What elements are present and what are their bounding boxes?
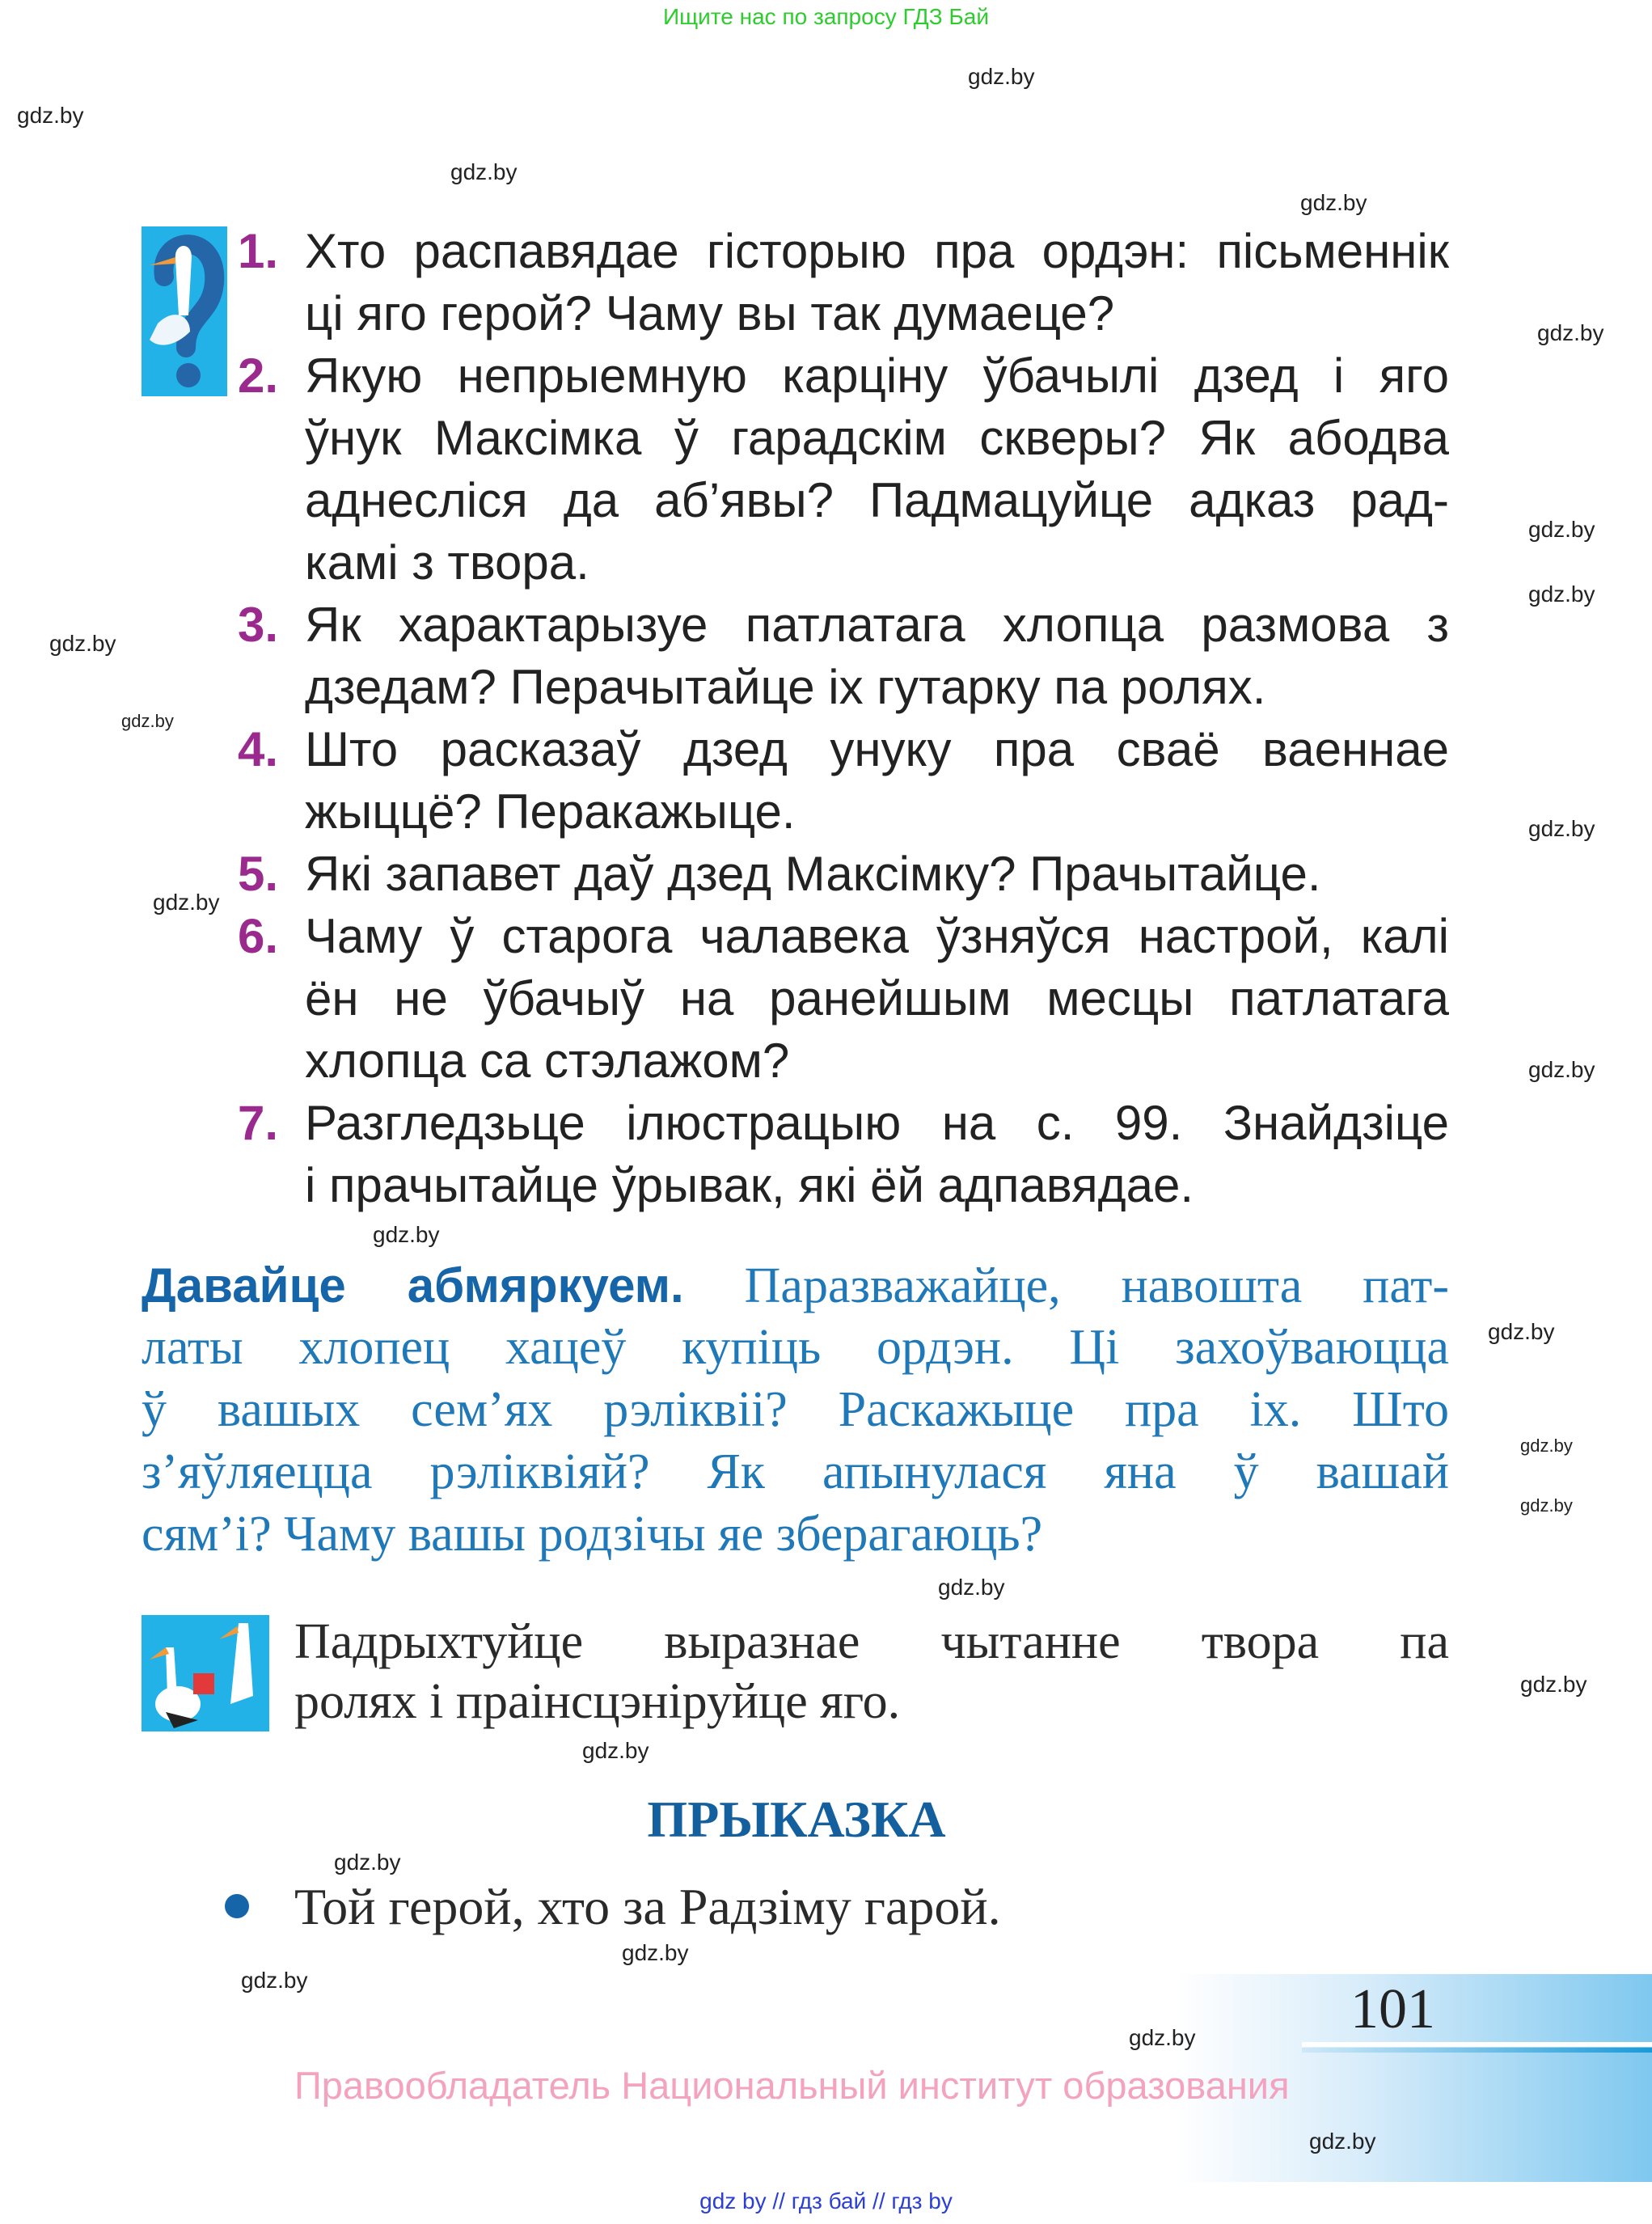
question-number: 7.	[238, 1096, 279, 1150]
search-hint-banner: Ищите нас по запросу ГДЗ Бай	[662, 4, 990, 29]
divider	[1302, 2042, 1652, 2047]
question-2	[238, 345, 1449, 407]
question-line: камі з твора.	[305, 535, 589, 590]
question-4	[238, 718, 1449, 780]
watermark: gdz.by	[1520, 1672, 1587, 1697]
question-line: Хто распавядае гісторыю пра ордэн: пісьменнік	[305, 224, 1449, 278]
watermark: gdz.by	[1528, 517, 1595, 542]
question-number: 4.	[238, 722, 279, 776]
bullet-icon	[225, 1894, 249, 1918]
question-number: 3.	[238, 598, 279, 652]
watermark: gdz.by	[17, 103, 84, 128]
watermark: gdz.by	[1528, 816, 1595, 841]
discussion-line: ў вашых сем’ях рэліквіі? Раскажыце пра іх. Што	[142, 1382, 1449, 1437]
discussion-line: латы хлопец хацеў купіць ордэн. Ці захоўваюцца	[142, 1320, 1449, 1375]
watermark: gdz.by	[582, 1738, 649, 1763]
watermark: gdz.by	[938, 1575, 1005, 1600]
watermark: gdz.by	[1537, 320, 1604, 345]
question-line: дзедам? Перачытайце іх гутарку па ролях.	[305, 660, 1266, 714]
task-text	[294, 1612, 1449, 1731]
watermark: gdz.by	[1528, 1057, 1595, 1082]
question-line: Што расказаў дзед унуку пра сваё ваеннае	[305, 722, 1449, 776]
questions-list	[238, 220, 1449, 1216]
watermark: gdz.by	[1300, 190, 1367, 215]
watermark: gdz.by	[121, 711, 174, 731]
proverb-title: ПРЫКАЗКА	[647, 1791, 946, 1848]
proverb-text: Той герой, хто за Радзіму гарой.	[294, 1878, 1001, 1935]
question-line: ці яго герой? Чаму вы так думаеце?	[305, 286, 1115, 340]
question-line: Які запавет даў дзед Максімку? Прачытайце.	[305, 847, 1321, 901]
question-6	[238, 905, 1449, 967]
watermark: gdz.by	[450, 159, 518, 184]
question-line: Разгледзьце ілюстрацыю на с. 99. Знайдзіце	[305, 1096, 1449, 1150]
question-3	[238, 594, 1449, 656]
copyright-notice: Правообладатель Национальный институт образования	[294, 2064, 1290, 2107]
watermark: gdz.by	[49, 631, 116, 656]
watermark: gdz.by	[241, 1968, 308, 1993]
watermark: gdz.by	[1520, 1495, 1573, 1516]
footer-links[interactable]: gdz by // гдз бай // гдз by	[699, 2188, 953, 2213]
watermark: gdz.by	[1520, 1435, 1573, 1456]
question-number: 1.	[238, 224, 279, 278]
question-line: ўнук Максімка ў гарадскім скверы? Як абодва	[305, 411, 1449, 465]
discussion-line: сям’і? Чаму вашы родзічы яе зберагаюць?	[142, 1507, 1043, 1562]
question-1	[238, 220, 1449, 282]
page-number: 101	[1350, 1978, 1435, 2040]
storks-theatre-icon	[142, 1615, 269, 1731]
watermark: gdz.by	[622, 1940, 689, 1965]
question-line: ён не ўбачыў на ранейшым месцы патлатага	[305, 971, 1449, 1025]
question-7	[238, 1092, 1449, 1154]
stork-question-mark-icon	[142, 226, 227, 396]
task-line: Падрыхтуйце выразнае чытанне твора па	[294, 1614, 1449, 1669]
watermark: gdz.by	[1129, 2025, 1196, 2050]
question-5	[238, 843, 1449, 905]
watermark: gdz.by	[373, 1222, 440, 1247]
discussion-heading: Давайце абмяркуем.	[142, 1258, 684, 1313]
question-line: і прачытайце ўрывак, які ёй адпавядае.	[305, 1158, 1194, 1212]
question-line: жыццё? Перакажыце.	[305, 784, 796, 839]
question-number: 5.	[238, 847, 279, 901]
question-line: аднесліся да аб’явы? Падмацуйце адказ рад-	[305, 473, 1449, 527]
watermark: gdz.by	[334, 1850, 401, 1875]
question-number: 6.	[238, 909, 279, 963]
discussion-section	[142, 1254, 1449, 1566]
question-line: Чаму ў старога чалавека ўзняўся настрой, калі	[305, 909, 1449, 963]
question-line: хлопца са стэлажом?	[305, 1034, 790, 1088]
task-line: ролях і праінсцэніруйце яго.	[294, 1674, 901, 1729]
watermark: gdz.by	[1528, 581, 1595, 607]
question-line: Як характарызуе патлатага хлопца размова з	[305, 598, 1449, 652]
question-number: 2.	[238, 349, 279, 403]
divider	[1302, 2048, 1652, 2053]
discussion-line	[142, 1254, 1449, 1317]
discussion-text: Паразважайце, навошта пат-	[744, 1258, 1449, 1313]
watermark: gdz.by	[1309, 2129, 1376, 2154]
watermark: gdz.by	[153, 890, 220, 915]
question-line: Якую непрыемную карціну ўбачылі дзед і яго	[305, 349, 1449, 403]
discussion-line: з’яўляецца рэліквіяй? Як апынулася яна ў вашай	[142, 1444, 1449, 1499]
watermark: gdz.by	[968, 64, 1035, 89]
watermark: gdz.by	[1488, 1319, 1555, 1344]
